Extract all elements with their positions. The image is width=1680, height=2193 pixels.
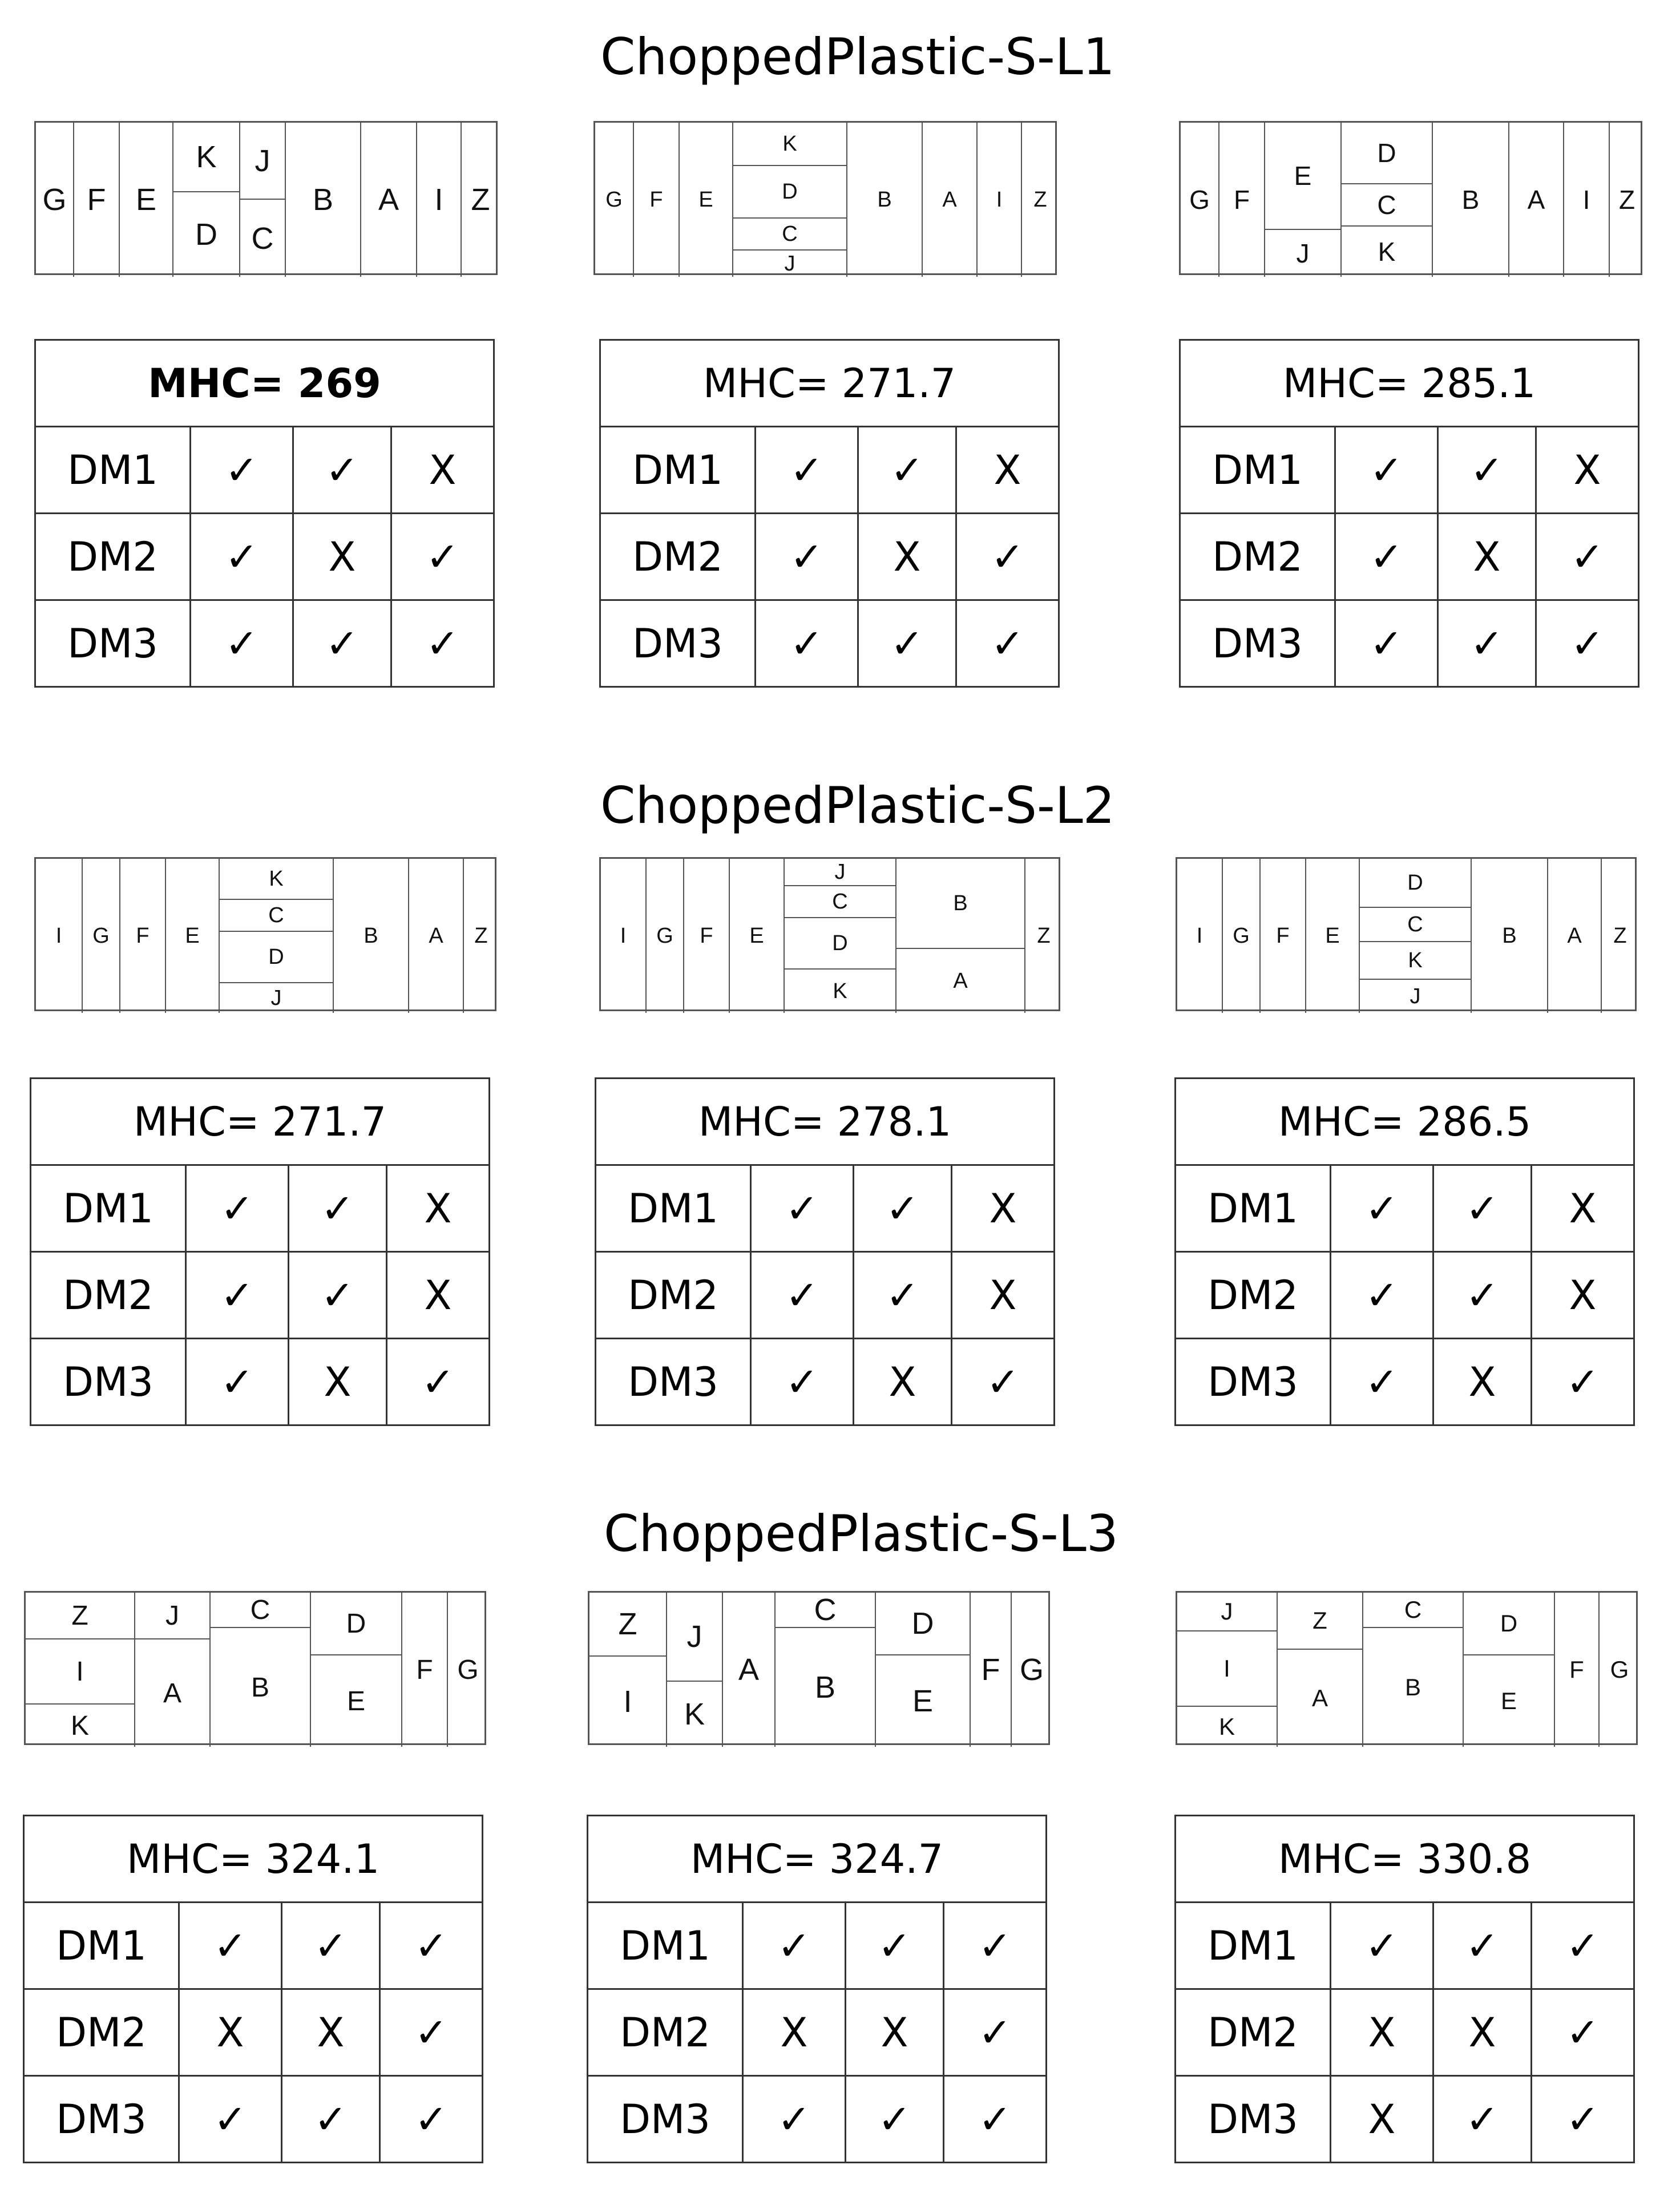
- dm-label: DM2: [31, 1252, 186, 1339]
- dm-label: DM2: [1180, 514, 1335, 600]
- result-mark: ✓: [956, 514, 1059, 600]
- layout-block: K: [173, 123, 240, 192]
- layout-block: J: [785, 859, 896, 886]
- layout-block: K: [1177, 1707, 1278, 1747]
- layout-block: D: [733, 166, 847, 219]
- layout-block: B: [1363, 1628, 1464, 1747]
- result-mark: X: [289, 1339, 387, 1425]
- layout-diagram-l2-2: [599, 857, 1060, 1011]
- table-row: [1176, 1252, 1634, 1339]
- result-mark: ✓: [1532, 1903, 1634, 1989]
- result-mark: ✓: [751, 1339, 854, 1425]
- layout-block: E: [1464, 1655, 1555, 1747]
- result-mark: X: [1331, 2076, 1433, 2163]
- layout-block: K: [785, 970, 896, 1013]
- table-row: [1180, 600, 1639, 687]
- layout-block: G: [1610, 1656, 1629, 1683]
- layout-block: C: [1363, 1593, 1464, 1628]
- table-row: [35, 600, 494, 687]
- mhc-value: MHC= 269: [35, 340, 494, 427]
- result-mark: ✓: [854, 1252, 952, 1339]
- dm-label: DM2: [24, 1989, 179, 2076]
- result-mark: ✓: [289, 1252, 387, 1339]
- dm-label: DM3: [24, 2076, 179, 2163]
- table-row: [1176, 2076, 1634, 2163]
- layout-block: E: [311, 1655, 402, 1747]
- layout-block: K: [1360, 942, 1472, 980]
- mhc-table-l1-3: [1179, 339, 1639, 688]
- result-mark: ✓: [1438, 427, 1536, 514]
- result-mark: ✓: [854, 1165, 952, 1252]
- result-mark: ✓: [756, 600, 858, 687]
- layout-block: I: [1177, 1631, 1278, 1707]
- dm-label: DM2: [35, 514, 191, 600]
- result-mark: ✓: [952, 1339, 1055, 1425]
- mhc-value: MHC= 330.8: [1176, 1816, 1634, 1903]
- layout-block: A: [135, 1639, 211, 1747]
- layout-block: B: [1472, 859, 1548, 1013]
- layout-block: I: [26, 1639, 135, 1705]
- layout-block: Z: [26, 1593, 135, 1639]
- table-row: [600, 514, 1059, 600]
- layout-diagram-l1-1: [34, 121, 498, 275]
- layout-block: C: [776, 1593, 876, 1628]
- table-row: [1180, 514, 1639, 600]
- table-row: [31, 1165, 490, 1252]
- table-row: [35, 514, 494, 600]
- layout-block: D: [1360, 859, 1472, 908]
- layout-block: A: [1278, 1650, 1363, 1747]
- layout-block: B: [776, 1628, 876, 1747]
- dm-label: DM3: [35, 600, 191, 687]
- layout-block: A: [361, 123, 417, 277]
- layout-block: C: [733, 219, 847, 251]
- layout-block: A: [723, 1593, 776, 1747]
- layout-block: A: [409, 859, 464, 1013]
- layout-block: K: [1342, 227, 1433, 277]
- table-row: [24, 2076, 483, 2163]
- mhc-table-l3-1: [23, 1815, 483, 2163]
- table-row: [1176, 1165, 1634, 1252]
- table-row: [588, 1989, 1047, 2076]
- result-mark: ✓: [380, 1989, 483, 2076]
- layout-block: Z: [471, 183, 490, 217]
- dm-label: DM1: [35, 427, 191, 514]
- layout-block: E: [1306, 859, 1360, 1013]
- result-mark: X: [1532, 1165, 1634, 1252]
- result-mark: X: [293, 514, 391, 600]
- layout-block: B: [286, 123, 361, 277]
- layout-block: F: [74, 123, 120, 277]
- mhc-table-l3-3: [1174, 1815, 1635, 2163]
- layout-block: I: [589, 1657, 667, 1747]
- layout-block: B: [847, 123, 923, 277]
- result-mark: X: [858, 514, 956, 600]
- mhc-value: MHC= 278.1: [596, 1079, 1055, 1165]
- result-mark: ✓: [1433, 1252, 1532, 1339]
- layout-block: C: [785, 886, 896, 918]
- mhc-table-l2-2: [595, 1077, 1055, 1426]
- mhc-value: MHC= 285.1: [1180, 340, 1639, 427]
- result-mark: X: [391, 427, 494, 514]
- result-mark: ✓: [846, 2076, 944, 2163]
- layout-block: B: [1433, 123, 1509, 277]
- dm-label: DM1: [1180, 427, 1335, 514]
- dm-label: DM3: [31, 1339, 186, 1425]
- layout-block: E: [1265, 123, 1342, 230]
- result-mark: X: [387, 1252, 490, 1339]
- result-mark: ✓: [1536, 514, 1639, 600]
- layout-block: E: [166, 859, 220, 1013]
- result-mark: ✓: [944, 1903, 1047, 1989]
- table-row: [1176, 1339, 1634, 1425]
- table-row: [596, 1165, 1055, 1252]
- result-mark: ✓: [282, 1903, 380, 1989]
- dm-label: DM2: [1176, 1252, 1331, 1339]
- layout-diagram-l3-2: [588, 1591, 1050, 1745]
- result-mark: ✓: [1331, 1339, 1433, 1425]
- result-mark: ✓: [1331, 1165, 1433, 1252]
- layout-diagram-l3-3: [1176, 1591, 1638, 1745]
- table-row: [1176, 1903, 1634, 1989]
- table-row: [588, 1903, 1047, 1989]
- layout-block: E: [680, 123, 733, 277]
- layout-diagram-l1-2: [593, 121, 1057, 275]
- table-row: [1180, 427, 1639, 514]
- mhc-value: MHC= 271.7: [31, 1079, 490, 1165]
- mhc-table-l1-1: [34, 339, 495, 688]
- layout-block: C: [220, 900, 334, 932]
- layout-diagram-l3-1: [24, 1591, 486, 1745]
- dm-label: DM2: [1176, 1989, 1331, 2076]
- dm-label: DM3: [1180, 600, 1335, 687]
- mhc-table-l2-3: [1174, 1077, 1635, 1426]
- result-mark: X: [956, 427, 1059, 514]
- layout-block: J: [135, 1593, 211, 1639]
- layout-block: A: [923, 123, 978, 277]
- layout-block: A: [1548, 859, 1602, 1013]
- result-mark: ✓: [179, 2076, 282, 2163]
- layout-block: G: [1223, 859, 1261, 1013]
- layout-block: B: [211, 1628, 311, 1747]
- dm-label: DM1: [588, 1903, 743, 1989]
- layout-block: E: [876, 1655, 971, 1747]
- result-mark: ✓: [186, 1339, 289, 1425]
- layout-block: F: [1219, 123, 1265, 277]
- layout-block: I: [1564, 123, 1610, 277]
- table-row: [596, 1339, 1055, 1425]
- mhc-value: MHC= 324.1: [24, 1816, 483, 1903]
- layout-block: Z: [474, 923, 488, 948]
- result-mark: X: [282, 1989, 380, 2076]
- result-mark: ✓: [1532, 1339, 1634, 1425]
- table-row: [31, 1252, 490, 1339]
- layout-block: C: [1342, 184, 1433, 227]
- layout-block: F: [634, 123, 680, 277]
- layout-block: J: [240, 123, 286, 200]
- layout-diagram-l2-3: [1176, 857, 1637, 1011]
- result-mark: X: [179, 1989, 282, 2076]
- result-mark: ✓: [179, 1903, 282, 1989]
- dm-label: DM1: [24, 1903, 179, 1989]
- result-mark: ✓: [858, 427, 956, 514]
- table-row: [1176, 1989, 1634, 2076]
- dm-label: DM2: [600, 514, 756, 600]
- layout-block: J: [1177, 1593, 1278, 1631]
- section-title-l3: ChoppedPlastic-S-L3: [604, 1504, 1118, 1563]
- layout-block: K: [220, 859, 334, 900]
- layout-block: F: [971, 1593, 1012, 1747]
- layout-block: K: [667, 1682, 723, 1747]
- result-mark: X: [1433, 1989, 1532, 2076]
- result-mark: ✓: [944, 2076, 1047, 2163]
- result-mark: X: [1532, 1252, 1634, 1339]
- layout-block: D: [1464, 1593, 1555, 1655]
- layout-block: A: [1509, 123, 1564, 277]
- layout-block: G: [595, 123, 634, 277]
- result-mark: ✓: [282, 2076, 380, 2163]
- result-mark: ✓: [1335, 514, 1438, 600]
- dm-label: DM3: [600, 600, 756, 687]
- layout-block: J: [1265, 230, 1342, 277]
- result-mark: ✓: [756, 427, 858, 514]
- layout-block: G: [1019, 1653, 1044, 1687]
- layout-block: F: [1555, 1593, 1600, 1747]
- table-row: [35, 427, 494, 514]
- result-mark: ✓: [944, 1989, 1047, 2076]
- result-mark: X: [952, 1165, 1055, 1252]
- section-title-l1: ChoppedPlastic-S-L1: [600, 27, 1115, 86]
- result-mark: ✓: [380, 1903, 483, 1989]
- result-mark: ✓: [391, 514, 494, 600]
- table-row: [600, 427, 1059, 514]
- layout-block: J: [1360, 980, 1472, 1013]
- result-mark: X: [1331, 1989, 1433, 2076]
- layout-block: G: [457, 1654, 479, 1685]
- result-mark: ✓: [391, 600, 494, 687]
- layout-diagram-l2-1: [34, 857, 496, 1011]
- layout-diagram-l1-3: [1179, 121, 1642, 275]
- result-mark: X: [387, 1165, 490, 1252]
- result-mark: ✓: [186, 1165, 289, 1252]
- result-mark: ✓: [191, 427, 293, 514]
- layout-block: F: [1261, 859, 1306, 1013]
- layout-block: D: [173, 192, 240, 277]
- result-mark: ✓: [1433, 1165, 1532, 1252]
- result-mark: ✓: [743, 1903, 846, 1989]
- result-mark: ✓: [1438, 600, 1536, 687]
- layout-block: K: [26, 1705, 135, 1747]
- layout-block: A: [896, 949, 1025, 1013]
- mhc-value: MHC= 286.5: [1176, 1079, 1634, 1165]
- layout-block: I: [978, 123, 1022, 277]
- dm-label: DM2: [588, 1989, 743, 2076]
- dm-label: DM1: [1176, 1903, 1331, 1989]
- result-mark: ✓: [1433, 2076, 1532, 2163]
- result-mark: ✓: [756, 514, 858, 600]
- layout-block: C: [1360, 908, 1472, 942]
- layout-block: F: [402, 1593, 448, 1747]
- layout-block: B: [334, 859, 409, 1013]
- result-mark: ✓: [846, 1903, 944, 1989]
- dm-label: DM3: [588, 2076, 743, 2163]
- result-mark: ✓: [387, 1339, 490, 1425]
- result-mark: ✓: [1331, 1903, 1433, 1989]
- result-mark: X: [846, 1989, 944, 2076]
- dm-label: DM3: [1176, 1339, 1331, 1425]
- result-mark: ✓: [858, 600, 956, 687]
- layout-block: C: [240, 200, 286, 277]
- mhc-table-l1-2: [599, 339, 1060, 688]
- result-mark: ✓: [1536, 600, 1639, 687]
- result-mark: ✓: [743, 2076, 846, 2163]
- layout-block: I: [36, 859, 83, 1013]
- layout-block: J: [667, 1593, 723, 1682]
- layout-block: G: [647, 859, 684, 1013]
- result-mark: X: [743, 1989, 846, 2076]
- layout-block: E: [730, 859, 785, 1013]
- layout-block: D: [220, 932, 334, 983]
- layout-block: J: [733, 251, 847, 277]
- dm-label: DM1: [596, 1165, 751, 1252]
- layout-block: C: [211, 1593, 311, 1628]
- layout-block: F: [684, 859, 730, 1013]
- table-row: [24, 1903, 483, 1989]
- result-mark: X: [1438, 514, 1536, 600]
- result-mark: ✓: [191, 600, 293, 687]
- dm-label: DM1: [1176, 1165, 1331, 1252]
- result-mark: X: [854, 1339, 952, 1425]
- layout-block: Z: [1278, 1593, 1363, 1650]
- result-mark: ✓: [1335, 427, 1438, 514]
- result-mark: ✓: [191, 514, 293, 600]
- layout-block: D: [876, 1593, 971, 1655]
- layout-block: G: [36, 123, 74, 277]
- result-mark: ✓: [1532, 1989, 1634, 2076]
- result-mark: ✓: [1433, 1903, 1532, 1989]
- result-mark: ✓: [293, 427, 391, 514]
- layout-block: Z: [1037, 923, 1051, 948]
- layout-block: Z: [1033, 187, 1047, 212]
- result-mark: ✓: [751, 1165, 854, 1252]
- result-mark: ✓: [751, 1252, 854, 1339]
- result-mark: X: [1536, 427, 1639, 514]
- layout-block: F: [120, 859, 166, 1013]
- layout-block: D: [311, 1593, 402, 1655]
- mhc-value: MHC= 271.7: [600, 340, 1059, 427]
- table-row: [24, 1989, 483, 2076]
- layout-block: K: [733, 123, 847, 166]
- result-mark: ✓: [1532, 2076, 1634, 2163]
- layout-block: G: [1181, 123, 1219, 277]
- table-row: [31, 1339, 490, 1425]
- section-title-l2: ChoppedPlastic-S-L2: [600, 776, 1115, 835]
- result-mark: ✓: [956, 600, 1059, 687]
- layout-block: B: [896, 859, 1025, 949]
- layout-block: D: [785, 918, 896, 970]
- layout-block: I: [1177, 859, 1223, 1013]
- result-mark: ✓: [289, 1165, 387, 1252]
- layout-block: Z: [1618, 185, 1635, 215]
- mhc-value: MHC= 324.7: [588, 1816, 1047, 1903]
- result-mark: X: [1433, 1339, 1532, 1425]
- layout-block: I: [417, 123, 462, 277]
- layout-block: Z: [589, 1593, 667, 1657]
- result-mark: ✓: [1335, 600, 1438, 687]
- result-mark: ✓: [380, 2076, 483, 2163]
- dm-label: DM3: [596, 1339, 751, 1425]
- layout-block: Z: [1613, 923, 1627, 948]
- layout-block: E: [120, 123, 173, 277]
- table-row: [596, 1252, 1055, 1339]
- layout-block: D: [1342, 123, 1433, 184]
- mhc-table-l3-2: [587, 1815, 1047, 2163]
- dm-label: DM3: [1176, 2076, 1331, 2163]
- dm-label: DM2: [596, 1252, 751, 1339]
- layout-block: I: [601, 859, 647, 1013]
- dm-label: DM1: [600, 427, 756, 514]
- result-mark: ✓: [1331, 1252, 1433, 1339]
- table-row: [588, 2076, 1047, 2163]
- mhc-table-l2-1: [30, 1077, 490, 1426]
- result-mark: ✓: [186, 1252, 289, 1339]
- result-mark: ✓: [293, 600, 391, 687]
- result-mark: X: [952, 1252, 1055, 1339]
- dm-label: DM1: [31, 1165, 186, 1252]
- layout-block: G: [83, 859, 120, 1013]
- table-row: [600, 600, 1059, 687]
- layout-block: J: [220, 983, 334, 1013]
